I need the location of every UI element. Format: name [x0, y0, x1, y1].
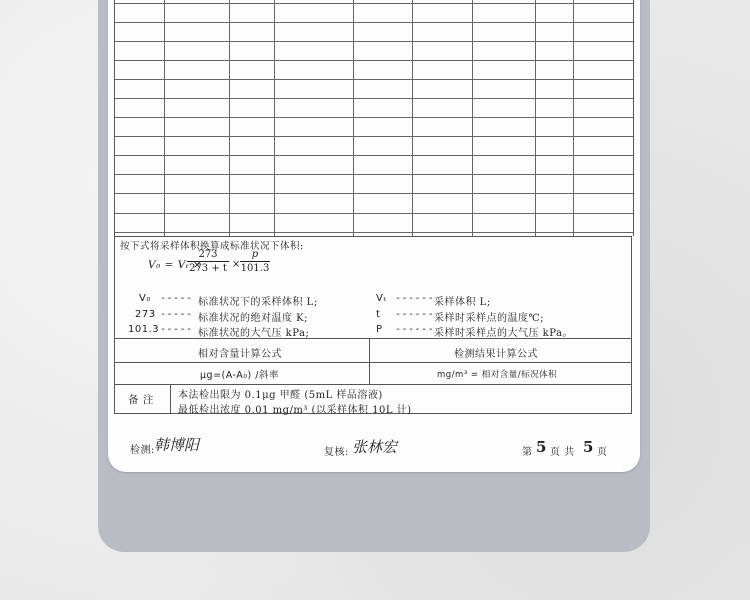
- def-dash: -----: [160, 309, 193, 320]
- grid-row-line: [115, 155, 633, 156]
- formula-fraction-pressure: [240, 249, 270, 274]
- page-current: 5: [536, 438, 547, 456]
- fraction-denominator: 101.3: [240, 263, 270, 274]
- grid-column-line: [472, 0, 473, 236]
- grid-row-line: [115, 193, 633, 194]
- tester-label: 检测:: [130, 445, 155, 456]
- grid-row-line: [115, 98, 633, 99]
- remarks-line: 最低检出浓度 0.01 mg/m³ (以采样体积 10L 计): [178, 405, 412, 416]
- def-desc: 标准状况的大气压 kPa;: [198, 328, 310, 339]
- grid-row-line: [115, 213, 633, 214]
- grid-row-line: [115, 117, 633, 118]
- grid-column-line: [164, 0, 165, 236]
- def-desc: 标准状况的绝对温度 K;: [198, 313, 309, 324]
- def-dash: -----: [160, 293, 193, 304]
- remarks-line: 本法检出限为 0.1μg 甲醛 (5mL 样品溶液): [178, 390, 383, 401]
- calc-formula-result: mg/m³ = 相对含量/标况体积: [437, 370, 558, 380]
- page-mid: 页 共: [550, 447, 575, 458]
- table-divider: [170, 384, 171, 414]
- table-divider: [114, 384, 632, 385]
- calc-formula-relative: μg=(A-A₀) /斜率: [200, 370, 279, 381]
- tester-signature: 韩博阳: [154, 436, 200, 454]
- grid-column-line: [412, 0, 413, 236]
- page-prefix: 第: [522, 447, 533, 458]
- def-sym: 273: [135, 309, 156, 320]
- grid-row-line: [115, 232, 633, 233]
- grid-column-line: [573, 0, 574, 236]
- grid-row-line: [115, 60, 633, 61]
- data-grid: [114, 0, 634, 236]
- grid-column-line: [535, 0, 536, 236]
- grid-row-line: [115, 41, 633, 42]
- def-desc: 采样时采样点的大气压 kPa。: [434, 328, 573, 339]
- calc-header-relative: 相对含量计算公式: [198, 349, 282, 360]
- grid-row-line: [115, 22, 633, 23]
- table-divider: [114, 362, 632, 363]
- def-dash: ------: [395, 324, 435, 335]
- def-dash: ------: [395, 309, 435, 320]
- def-sym: Vₜ: [376, 293, 387, 304]
- table-divider: [114, 338, 632, 339]
- def-desc: 标准状况下的采样体积 L;: [198, 297, 318, 308]
- def-desc: 采样时采样点的温度℃;: [434, 313, 545, 324]
- calc-header-result: 检测结果计算公式: [454, 349, 538, 360]
- def-sym: P: [376, 324, 383, 335]
- fraction-denominator: 273 + t: [189, 263, 227, 274]
- table-divider: [369, 338, 370, 384]
- def-sym: V₀: [139, 293, 151, 304]
- formula-lhs: V₀ = Vₜ ×: [148, 259, 203, 271]
- def-desc: 采样体积 L;: [434, 297, 491, 308]
- fraction-numerator: p: [251, 249, 259, 260]
- remarks-label: 备 注: [128, 394, 154, 406]
- grid-row-line: [115, 136, 633, 137]
- fraction-numerator: 273: [198, 249, 218, 260]
- instruction-text: 按下式将采样体积换算成标准状况下体积:: [120, 241, 304, 252]
- reviewer-signature: 张林宏: [352, 438, 398, 456]
- grid-row-line: [115, 79, 633, 80]
- grid-column-line: [353, 0, 354, 236]
- page-suffix: 页: [597, 447, 608, 458]
- grid-column-line: [229, 0, 230, 236]
- grid-row-line: [115, 174, 633, 175]
- def-sym: t: [376, 309, 381, 320]
- grid-column-line: [274, 0, 275, 236]
- def-dash: ------: [395, 293, 435, 304]
- formula-times: ×: [232, 259, 241, 270]
- def-sym: 101.3: [128, 324, 160, 335]
- grid-row-line: [115, 3, 633, 4]
- reviewer-label: 复核:: [324, 447, 349, 458]
- formula-fraction-temp: [187, 249, 229, 274]
- page-total: 5: [583, 438, 594, 456]
- def-dash: -----: [160, 324, 193, 335]
